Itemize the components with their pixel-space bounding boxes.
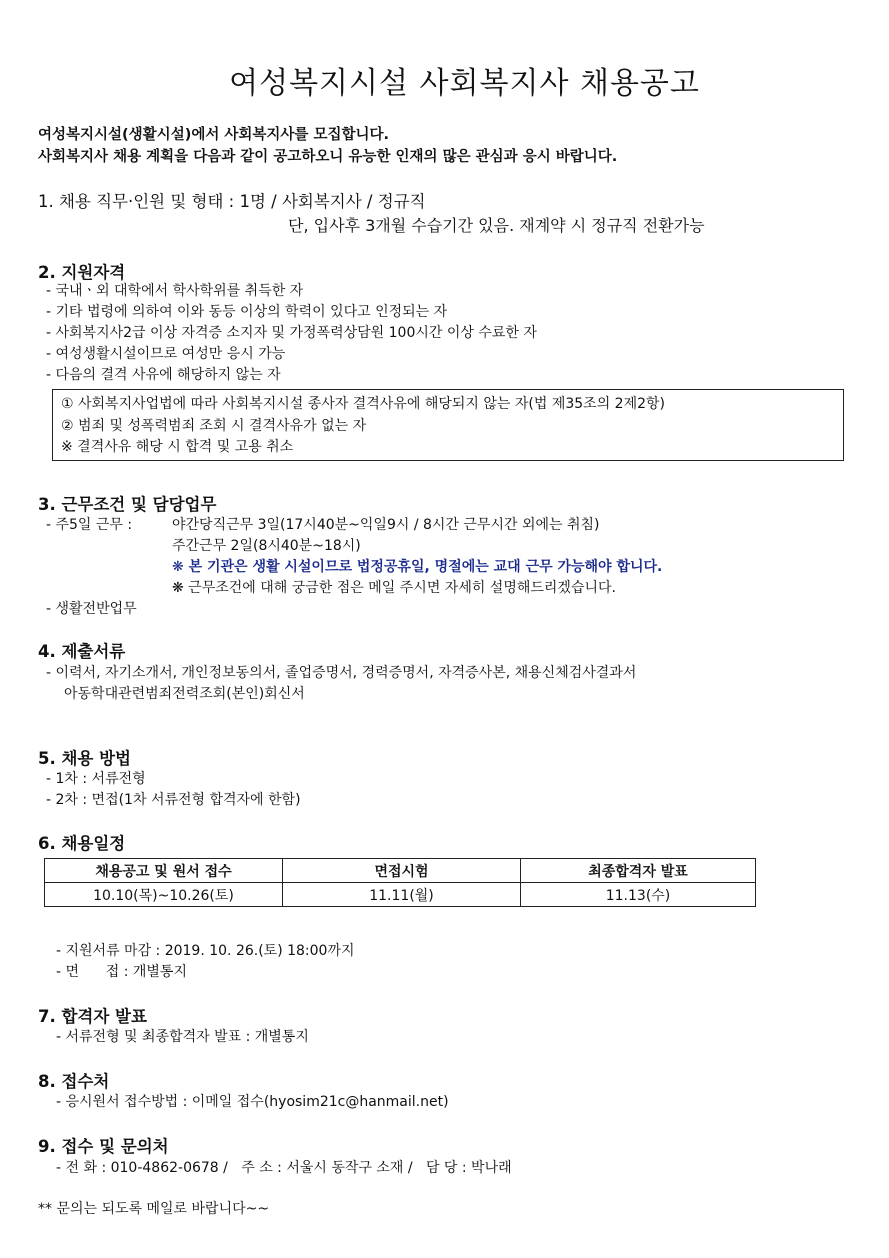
table-header: 면접시험 xyxy=(283,859,521,883)
intro xyxy=(38,124,617,168)
section-5-heading: 5. 채용 방법 xyxy=(38,749,131,768)
table-cell: 11.11(월) xyxy=(283,883,521,907)
page-title: 여성복지시설 사회복지사 채용공고 xyxy=(229,66,700,101)
holiday-notice: ❋ 본 기관은 생활 시설이므로 법정공휴일, 명절에는 교대 근무 가능해야 합니다. xyxy=(172,559,663,575)
table-header: 최종합격자 발표 xyxy=(521,859,756,883)
section-9-heading: 9. 접수 및 문의처 xyxy=(38,1137,169,1156)
qualification-item: - 사회복지사2급 이상 자격증 소지자 및 가정폭력상담원 100시간 이상 수료한 자 xyxy=(46,325,537,341)
disqualification-line: ※ 결격사유 해당 시 합격 및 고용 취소 xyxy=(61,439,294,455)
day-shift: 주간근무 2일(8시40분~18시) xyxy=(172,538,361,554)
table-header-row xyxy=(45,859,756,883)
work-days-label: - 주5일 근무 : xyxy=(46,517,133,533)
duty-item: - 생활전반업무 xyxy=(46,601,137,617)
disqualification-line: ② 범죄 및 성폭력범죄 조회 시 결격사유가 없는 자 xyxy=(61,417,367,434)
table-cell: 10.10(목)~10.26(토) xyxy=(45,883,283,907)
night-shift: 야간당직근무 3일(17시40분~익일9시 / 8시간 근무시간 외에는 취침) xyxy=(172,517,600,533)
qualification-item: - 여성생활시설이므로 여성만 응시 가능 xyxy=(46,346,286,362)
section-2-heading: 2. 지원자격 xyxy=(38,263,126,282)
section-6-heading: 6. 채용일정 xyxy=(38,834,126,853)
intro-line-2: 사회복지사 채용 계획을 다음과 같이 공고하오니 유능한 인재의 많은 관심과 응시 바랍니다. xyxy=(38,149,618,165)
table-row xyxy=(45,883,756,907)
table-cell: 11.13(수) xyxy=(521,883,756,907)
contact-item: - 전 화 : 010-4862-0678 / 주 소 : 서울시 동작구 소재 / 담 당 : 박나래 xyxy=(56,1160,512,1176)
qualification-item: - 다음의 결격 사유에 해당하지 않는 자 xyxy=(46,367,281,383)
section-4-heading: 4. 제출서류 xyxy=(38,642,126,661)
interview-item: - 면 접 : 개별통지 xyxy=(56,964,187,980)
announcement-item: - 서류전형 및 최종합격자 발표 : 개별통지 xyxy=(56,1029,309,1045)
section-1-note: 단, 입사후 3개월 수습기간 있음. 재계약 시 정규직 전환가능 xyxy=(288,216,705,235)
documents-line-1: - 이력서, 자기소개서, 개인정보동의서, 졸업증명서, 경력증명서, 자격증사본, 채용신체검사결과서 xyxy=(46,665,637,681)
disqualification-line: ① 사회복지사업법에 따라 사회복지시설 종사자 결격사유에 해당되지 않는 자(법 제35조의 2제2항) xyxy=(61,396,665,412)
section-8-heading: 8. 접수처 xyxy=(38,1072,110,1091)
method-item: - 2차 : 면접(1차 서류전형 합격자에 한함) xyxy=(46,792,301,808)
qualification-item: - 국내ㆍ외 대학에서 학사학위를 취득한 자 xyxy=(46,283,304,299)
application-item: - 응시원서 접수방법 : 이메일 접수(hyosim21c@hanmail.net) xyxy=(56,1094,449,1110)
footer-note: ** 문의는 되도록 메일로 바랍니다~~ xyxy=(38,1201,270,1217)
disqualification-box xyxy=(52,389,844,461)
intro-line-1: 여성복지시설(생활시설)에서 사회복지사를 모집합니다. xyxy=(38,127,390,143)
schedule-table xyxy=(44,858,756,907)
section-3-heading: 3. 근무조건 및 담당업무 xyxy=(38,495,217,514)
documents-line-2: 아동학대관련범죄전력조회(본인)회신서 xyxy=(64,686,305,702)
section-7-heading: 7. 합격자 발표 xyxy=(38,1007,147,1026)
method-item: - 1차 : 서류전형 xyxy=(46,771,146,787)
section-1-heading: 1. 채용 직무·인원 및 형태 : 1명 / 사회복지사 / 정규직 xyxy=(38,192,426,211)
deadline-item: - 지원서류 마감 : 2019. 10. 26.(토) 18:00까지 xyxy=(56,943,355,959)
inquiry-note: ❋ 근무조건에 대해 궁금한 점은 메일 주시면 자세히 설명해드리겠습니다. xyxy=(172,580,616,596)
qualification-item: - 기타 법령에 의하여 이와 동등 이상의 학력이 있다고 인정되는 자 xyxy=(46,304,448,320)
table-header: 채용공고 및 원서 접수 xyxy=(45,859,283,883)
